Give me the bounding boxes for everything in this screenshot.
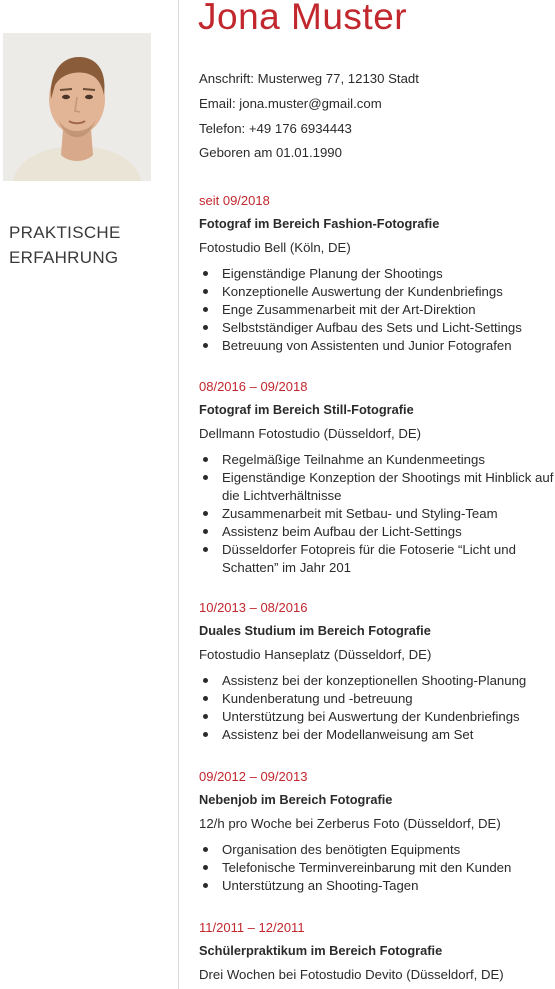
list-item: Unterstützung bei Auswertung der Kundenbriefings — [199, 708, 554, 726]
job-entry — [199, 769, 555, 895]
section-heading-experience — [9, 220, 121, 270]
bullet-icon — [203, 271, 208, 276]
list-item: Eigenständige Konzeption der Shootings mit Hinblick auf die Lichtverhältnisse — [199, 469, 554, 505]
list-item: Assistenz beim Aufbau der Licht-Settings — [199, 523, 554, 541]
list-item: Düsseldorfer Fotopreis für die Fotoserie “Licht und Schatten” im Jahr 201 — [199, 541, 554, 577]
job-date: 10/2013 – 08/2016 — [199, 600, 308, 615]
job-company: Drei Wochen bei Fotostudio Devito (Düsseldorf, DE) — [199, 967, 504, 982]
job-company: Fotostudio Hanseplatz (Düsseldorf, DE) — [199, 647, 432, 662]
candidate-name: Jona Muster — [198, 0, 408, 37]
list-item: Zusammenarbeit mit Setbau- und Styling-Team — [199, 505, 554, 523]
bullet-icon — [203, 847, 208, 852]
job-title: Fotograf im Bereich Still-Fotografie — [199, 402, 414, 417]
bullet-icon — [203, 696, 208, 701]
birthdate-text: Geboren am 01.01.1990 — [199, 145, 342, 161]
contact-block — [199, 67, 419, 166]
bullet-icon — [203, 732, 208, 737]
job-bullet-list — [199, 451, 555, 577]
bullet-icon — [203, 289, 208, 294]
email-text: Email: jona.muster@gmail.com — [199, 95, 382, 111]
list-item: Konzeptionelle Auswertung der Kundenbriefings — [199, 283, 554, 301]
bullet-icon — [203, 325, 208, 330]
phone-text: Telefon: +49 176 6934443 — [199, 120, 352, 136]
job-company: Dellmann Fotostudio (Düsseldorf, DE) — [199, 426, 422, 441]
job-title: Duales Studium im Bereich Fotografie — [199, 623, 431, 638]
job-bullet-list — [199, 265, 555, 355]
job-title: Fotograf im Bereich Fashion-Fotografie — [199, 216, 440, 231]
list-item: Organisation des benötigten Equipments — [199, 841, 554, 859]
job-entry — [199, 920, 555, 983]
bullet-icon — [203, 343, 208, 348]
bullet-icon — [203, 511, 208, 516]
bullet-icon — [203, 678, 208, 683]
list-item: Assistenz bei der Modellanweisung am Set — [199, 726, 554, 744]
job-entry — [199, 600, 555, 744]
profile-photo — [3, 33, 151, 181]
job-bullet-list — [199, 841, 555, 895]
job-bullet-list — [199, 672, 555, 744]
bullet-icon — [203, 547, 208, 552]
job-title: Nebenjob im Bereich Fotografie — [199, 792, 393, 807]
job-title: Schülerpraktikum im Bereich Fotografie — [199, 943, 443, 958]
list-item: Selbstständiger Aufbau des Sets und Licht-Settings — [199, 319, 554, 337]
list-item: Telefonische Terminvereinbarung mit den Kunden — [199, 859, 554, 877]
list-item: Kundenberatung und -betreuung — [199, 690, 554, 708]
job-date: 09/2012 – 09/2013 — [199, 769, 308, 784]
bullet-icon — [203, 865, 208, 870]
job-date: 08/2016 – 09/2018 — [199, 379, 308, 394]
bullet-icon — [203, 457, 208, 462]
list-item: Eigenständige Planung der Shootings — [199, 265, 554, 283]
bullet-icon — [203, 307, 208, 312]
job-company: Fotostudio Bell (Köln, DE) — [199, 240, 351, 255]
list-item: Regelmäßige Teilnahme an Kundenmeetings — [199, 451, 554, 469]
bullet-icon — [203, 475, 208, 480]
address-text: Anschrift: Musterweg 77, 12130 Stadt — [199, 71, 419, 86]
list-item: Betreuung von Assistenten und Junior Fotografen — [199, 337, 554, 355]
section-heading-line2: ERFAHRUNG — [9, 248, 119, 267]
section-heading-line1: PRAKTISCHE — [9, 223, 121, 242]
job-date: seit 09/2018 — [199, 193, 270, 208]
column-divider — [178, 0, 179, 989]
list-item: Enge Zusammenarbeit mit der Art-Direktion — [199, 301, 554, 319]
job-entry — [199, 379, 555, 577]
bullet-icon — [203, 529, 208, 534]
job-company: 12/h pro Woche bei Zerberus Foto (Düsseldorf, DE) — [199, 816, 501, 831]
job-date: 11/2011 – 12/2011 — [199, 920, 305, 935]
bullet-icon — [203, 714, 208, 719]
bullet-icon — [203, 883, 208, 888]
list-item: Unterstützung an Shooting-Tagen — [199, 877, 554, 895]
job-entry — [199, 193, 555, 355]
list-item: Assistenz bei der konzeptionellen Shooting-Planung — [199, 672, 554, 690]
